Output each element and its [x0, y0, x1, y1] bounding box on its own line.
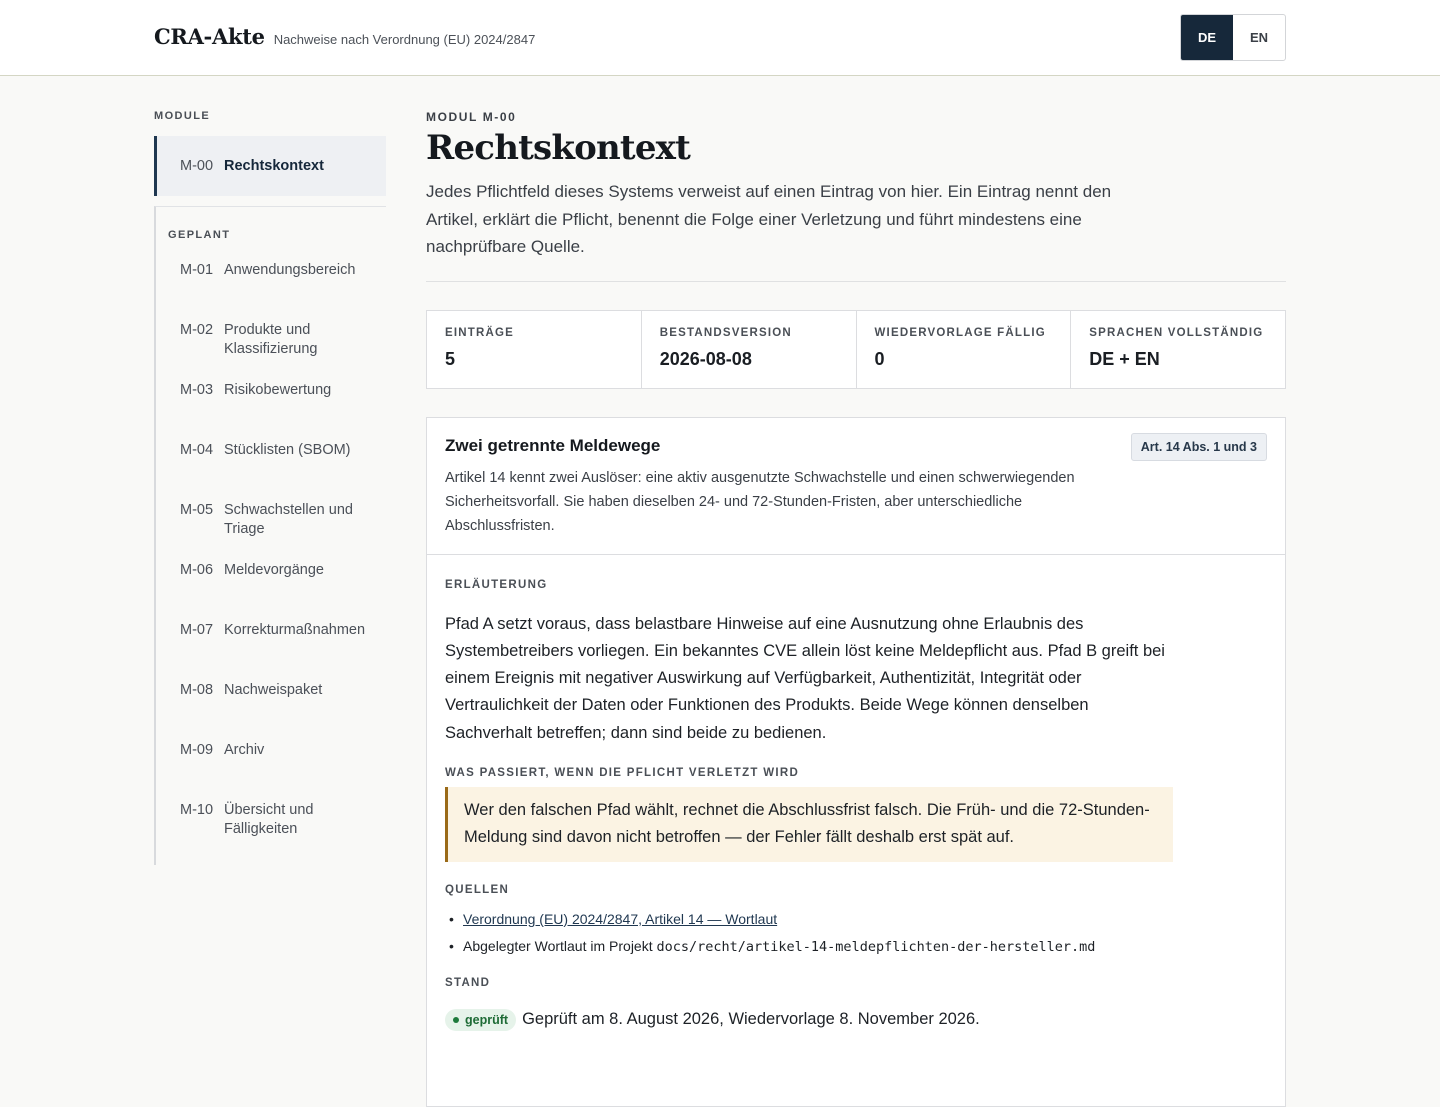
sources-label: QUELLEN: [445, 883, 510, 896]
stat-value: 0: [874, 348, 885, 369]
article-tag: Art. 14 Abs. 1 und 3: [1131, 433, 1267, 461]
sidebar-heading: MODULE: [154, 110, 211, 122]
sidebar-item-m-04[interactable]: [156, 441, 386, 501]
language-de-button[interactable]: DE: [1181, 15, 1233, 60]
module-code: M-03: [180, 382, 214, 398]
module-code: M-07: [180, 622, 214, 638]
status-badge: [445, 1009, 516, 1031]
module-code: M-00: [180, 158, 214, 174]
module-code: M-04: [180, 442, 214, 458]
stat-value: 2026-08-08: [659, 348, 752, 369]
sidebar-item-m-07[interactable]: [156, 621, 386, 681]
sidebar-item-m-02[interactable]: [156, 321, 386, 381]
module-label: Risikobewertung: [224, 382, 332, 398]
main-content: [426, 110, 1286, 1107]
entry-body: [427, 555, 1285, 1031]
module-code: M-08: [180, 682, 214, 698]
module-code: M-05: [180, 502, 214, 518]
entry-title: Zwei getrennte Meldewege: [445, 435, 661, 455]
module-label: Archiv: [224, 742, 265, 758]
module-label: Rechtskontext: [224, 158, 324, 174]
module-code: M-06: [180, 562, 214, 578]
app-subtitle: Nachweise nach Verordnung (EU) 2024/2847: [273, 32, 536, 47]
sidebar-item-m-08[interactable]: [156, 681, 386, 741]
stat-review-due: [857, 311, 1072, 388]
module-code: M-09: [180, 742, 214, 758]
stat-entries: [427, 311, 642, 388]
status-text: Geprüft am 8. August 2026, Wiedervorlage 8. November 2026.: [522, 1010, 980, 1029]
status-row: [445, 1009, 1267, 1031]
planned-heading: GEPLANT: [168, 229, 231, 241]
app-title: CRA-Akte: [154, 24, 265, 49]
module-label: Stücklisten (SBOM): [224, 442, 351, 458]
source-link[interactable]: Verordnung (EU) 2024/2847, Artikel 14 — Wortlaut: [463, 910, 778, 927]
explanation-label: ERLÄUTERUNG: [445, 578, 548, 591]
module-code: M-02: [180, 322, 214, 338]
stat-label: WIEDERVORLAGE FÄLLIG: [874, 326, 1046, 339]
sources-list: [445, 908, 1267, 959]
language-en-button[interactable]: EN: [1249, 30, 1269, 45]
entry-description: Artikel 14 kennt zwei Auslöser: eine aktiv ausgenutzte Schwachstelle und einen schwerwiegenden Sicherheitsvorfall. Sie haben dieselben 24- und 72-Stunden-Fristen, aber unterschiedliche Abschlussfristen.: [445, 469, 1075, 534]
planned-modules: [154, 206, 386, 865]
stat-label: EINTRÄGE: [445, 326, 515, 339]
planned-module-list: [156, 261, 386, 861]
entry-card: [426, 417, 1286, 1107]
source-file-path: docs/recht/artikel-14-meldepflichten-der-hersteller.md: [656, 938, 1096, 955]
status-label: STAND: [445, 976, 491, 989]
sidebar-item-m-10[interactable]: [156, 801, 386, 861]
status-dot-icon: [453, 1017, 459, 1023]
divider: [426, 281, 1286, 282]
language-switch: [1180, 14, 1286, 61]
stat-label: BESTANDSVERSION: [659, 326, 792, 339]
source-file-prefix: Abgelegter Wortlaut im Projekt: [463, 937, 653, 954]
page-intro: Jedes Pflichtfeld dieses Systems verweist auf einen Eintrag von hier. Ein Eintrag nennt den Artikel, erklärt die Pflicht, benennt die Folge einer Verletzung und führt mindestens eine nachprüfbare Quelle.: [426, 182, 1112, 256]
entry-header: [427, 418, 1285, 555]
module-label: Nachweispaket: [224, 682, 323, 698]
top-bar: [0, 0, 1440, 76]
sidebar-item-m-03[interactable]: [156, 381, 386, 441]
sidebar-item-m-06[interactable]: [156, 561, 386, 621]
consequence-callout: Wer den falschen Pfad wählt, rechnet die Abschlussfrist falsch. Die Früh- und die 72-Stunden-Meldung sind davon nicht betroffen — der Fehler fällt deshalb erst spät auf.: [445, 787, 1173, 862]
status-badge-label: geprüft: [465, 1012, 509, 1027]
module-label: Meldevorgänge: [224, 562, 324, 578]
page-title: Rechtskontext: [426, 128, 691, 168]
module-label: Übersicht und Fälligkeiten: [224, 802, 314, 837]
brand: [154, 24, 535, 49]
explanation-text: Pfad A setzt voraus, dass belastbare Hinweise auf eine Ausnutzung ohne Erlaubnis des Systembetreibers vorliegen. Ein bekanntes CVE allein löst keine Meldepflicht aus. Pfad B greift bei einem Ereignis mit negativer Auswirkung auf Verfügbarkeit, Authentizität, Integrität oder Vertraulichkeit der Daten oder Funktionen des Produkts. Beide Wege können denselben Sachverhalt betreffen; dann sind beide zu bedienen.: [445, 614, 1165, 742]
module-code: M-10: [180, 802, 214, 818]
module-label: Anwendungsbereich: [224, 262, 356, 278]
sidebar-item-m-09[interactable]: [156, 741, 386, 801]
stat-value: 5: [445, 348, 456, 369]
stat-value: DE + EN: [1089, 348, 1160, 369]
module-label: Produkte und Klassifizierung: [224, 322, 318, 357]
module-code: M-01: [180, 262, 214, 278]
consequence-label: WAS PASSIERT, WENN DIE PFLICHT VERLETZT WIRD: [445, 766, 800, 779]
module-sidebar: [154, 110, 386, 865]
module-label: Schwachstellen und Triage: [224, 502, 353, 537]
module-label: Korrekturmaßnahmen: [224, 622, 366, 638]
sidebar-item-m00-active[interactable]: [154, 136, 386, 196]
stat-version: [642, 311, 857, 388]
stat-label: SPRACHEN VOLLSTÄNDIG: [1089, 326, 1264, 339]
module-kicker: MODUL M-00: [426, 110, 517, 124]
stats-panel: [426, 310, 1286, 389]
stat-languages: [1071, 311, 1285, 388]
source-item: [445, 935, 1267, 959]
sidebar-item-m-01[interactable]: [156, 261, 386, 321]
source-item: [445, 908, 1267, 931]
sidebar-item-m-05[interactable]: [156, 501, 386, 561]
